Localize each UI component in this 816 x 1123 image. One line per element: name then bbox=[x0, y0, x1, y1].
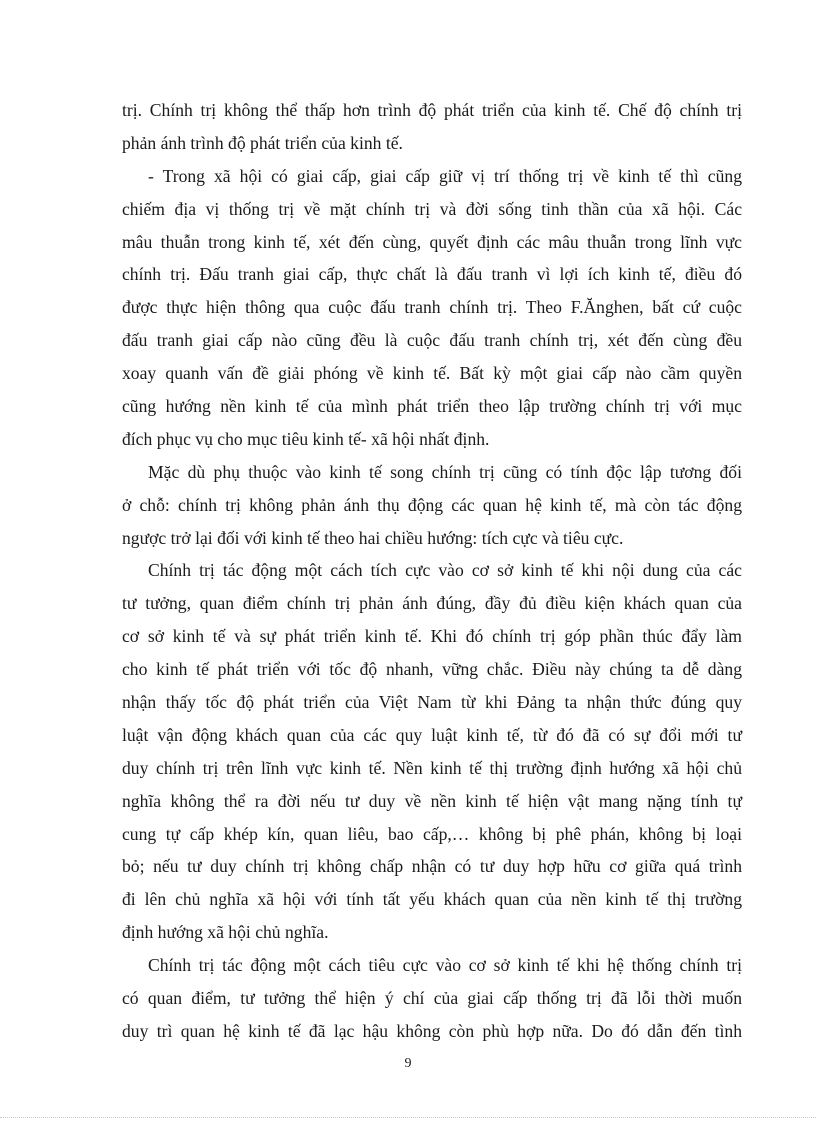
text-line: Chính trị tác động một cách tiêu cực vào cơ sở kinh tế khi hệ thống chính trị bbox=[148, 955, 742, 976]
text-line: trị. Chính trị không thể thấp hơn trình độ phát triển của kinh tế. Chế độ chính trị bbox=[122, 100, 742, 120]
page-bottom-divider bbox=[0, 1117, 816, 1118]
text-line: cho kinh tế phát triển với tốc độ nhanh, vững chắc. Điều này chúng ta dễ dàng bbox=[122, 659, 742, 680]
text-line: duy chính trị trên lĩnh vực kinh tế. Nền kinh tế thị trường định hướng xã hội chủ bbox=[122, 757, 742, 778]
text-line: chiếm địa vị thống trị về mặt chính trị và đời sống tinh thần của xã hội. Các bbox=[122, 198, 742, 219]
text-line: định hướng xã hội chủ nghĩa. bbox=[122, 922, 329, 943]
text-line: cung tự cấp khép kín, quan liêu, bao cấp,… không bị phê phán, không bị loại bbox=[122, 823, 742, 844]
text-line: ở chỗ: chính trị không phản ánh thụ động các quan hệ kinh tế, mà còn tác động bbox=[122, 494, 742, 515]
text-line: mâu thuẫn trong kinh tế, xét đến cùng, quyết định các mâu thuẫn trong lĩnh vực bbox=[122, 231, 742, 252]
text-line: có quan điểm, tư tưởng thể hiện ý chí của giai cấp thống trị đã lỗi thời muốn bbox=[122, 988, 742, 1009]
text-line: cũng hướng nền kinh tế của mình phát triển theo lập trường chính trị với mục bbox=[122, 396, 742, 417]
text-line: đi lên chủ nghĩa xã hội với tính tất yếu khách quan của nền kinh tế thị trường bbox=[122, 889, 742, 910]
text-line: Mặc dù phụ thuộc vào kinh tế song chính trị cũng có tính độc lập tương đối bbox=[148, 461, 742, 482]
text-line: tư tưởng, quan điểm chính trị phản ánh đúng, đầy đủ điều kiện khách quan của bbox=[122, 593, 742, 614]
text-line: - Trong xã hội có giai cấp, giai cấp giữ vị trí thống trị về kinh tế thì cũng bbox=[148, 165, 742, 186]
text-line: đấu tranh giai cấp nào cũng đều là cuộc đấu tranh chính trị, xét đến cùng đều bbox=[122, 330, 742, 351]
text-line: luật vận động khách quan của các quy luật kinh tế, từ đó đã có sự đổi mới tư bbox=[122, 724, 742, 745]
text-line: được thực hiện thông qua cuộc đấu tranh chính trị. Theo F.Ănghen, bất cứ cuộc bbox=[122, 297, 742, 318]
text-line: chính trị. Đấu tranh giai cấp, thực chất là đấu tranh vì lợi ích kinh tế, điều đó bbox=[122, 264, 742, 285]
body-text bbox=[122, 94, 742, 1048]
text-line: Chính trị tác động một cách tích cực vào cơ sở kinh tế khi nội dung của các bbox=[148, 560, 742, 581]
text-line: cơ sở kinh tế và sự phát triển kinh tế. Khi đó chính trị góp phần thúc đẩy làm bbox=[122, 626, 742, 647]
text-line: đích phục vụ cho mục tiêu kinh tế- xã hội nhất định. bbox=[122, 428, 490, 449]
text-line: ngược trở lại đối với kinh tế theo hai chiều hướng: tích cực và tiêu cực. bbox=[122, 527, 624, 548]
text-line: duy trì quan hệ kinh tế đã lạc hậu không còn phù hợp nữa. Do đó dẫn đến tình bbox=[122, 1020, 742, 1041]
text-line: phản ánh trình độ phát triển của kinh tế. bbox=[122, 132, 403, 153]
text-line: bỏ; nếu tư duy chính trị không chấp nhận có tư duy hợp hữu cơ giữa quá trình bbox=[122, 856, 742, 877]
page-number: 9 bbox=[404, 1056, 412, 1071]
text-line: nhận thấy tốc độ phát triển của Việt Nam từ khi Đảng ta nhận thức đúng quy bbox=[122, 692, 742, 713]
text-line: xoay quanh vấn đề giải phóng về kinh tế. Bất kỳ một giai cấp nào cầm quyền bbox=[122, 363, 742, 384]
text-line: nghĩa không thể ra đời nếu tư duy về nền kinh tế hiện vật mang nặng tính tự bbox=[122, 790, 742, 811]
